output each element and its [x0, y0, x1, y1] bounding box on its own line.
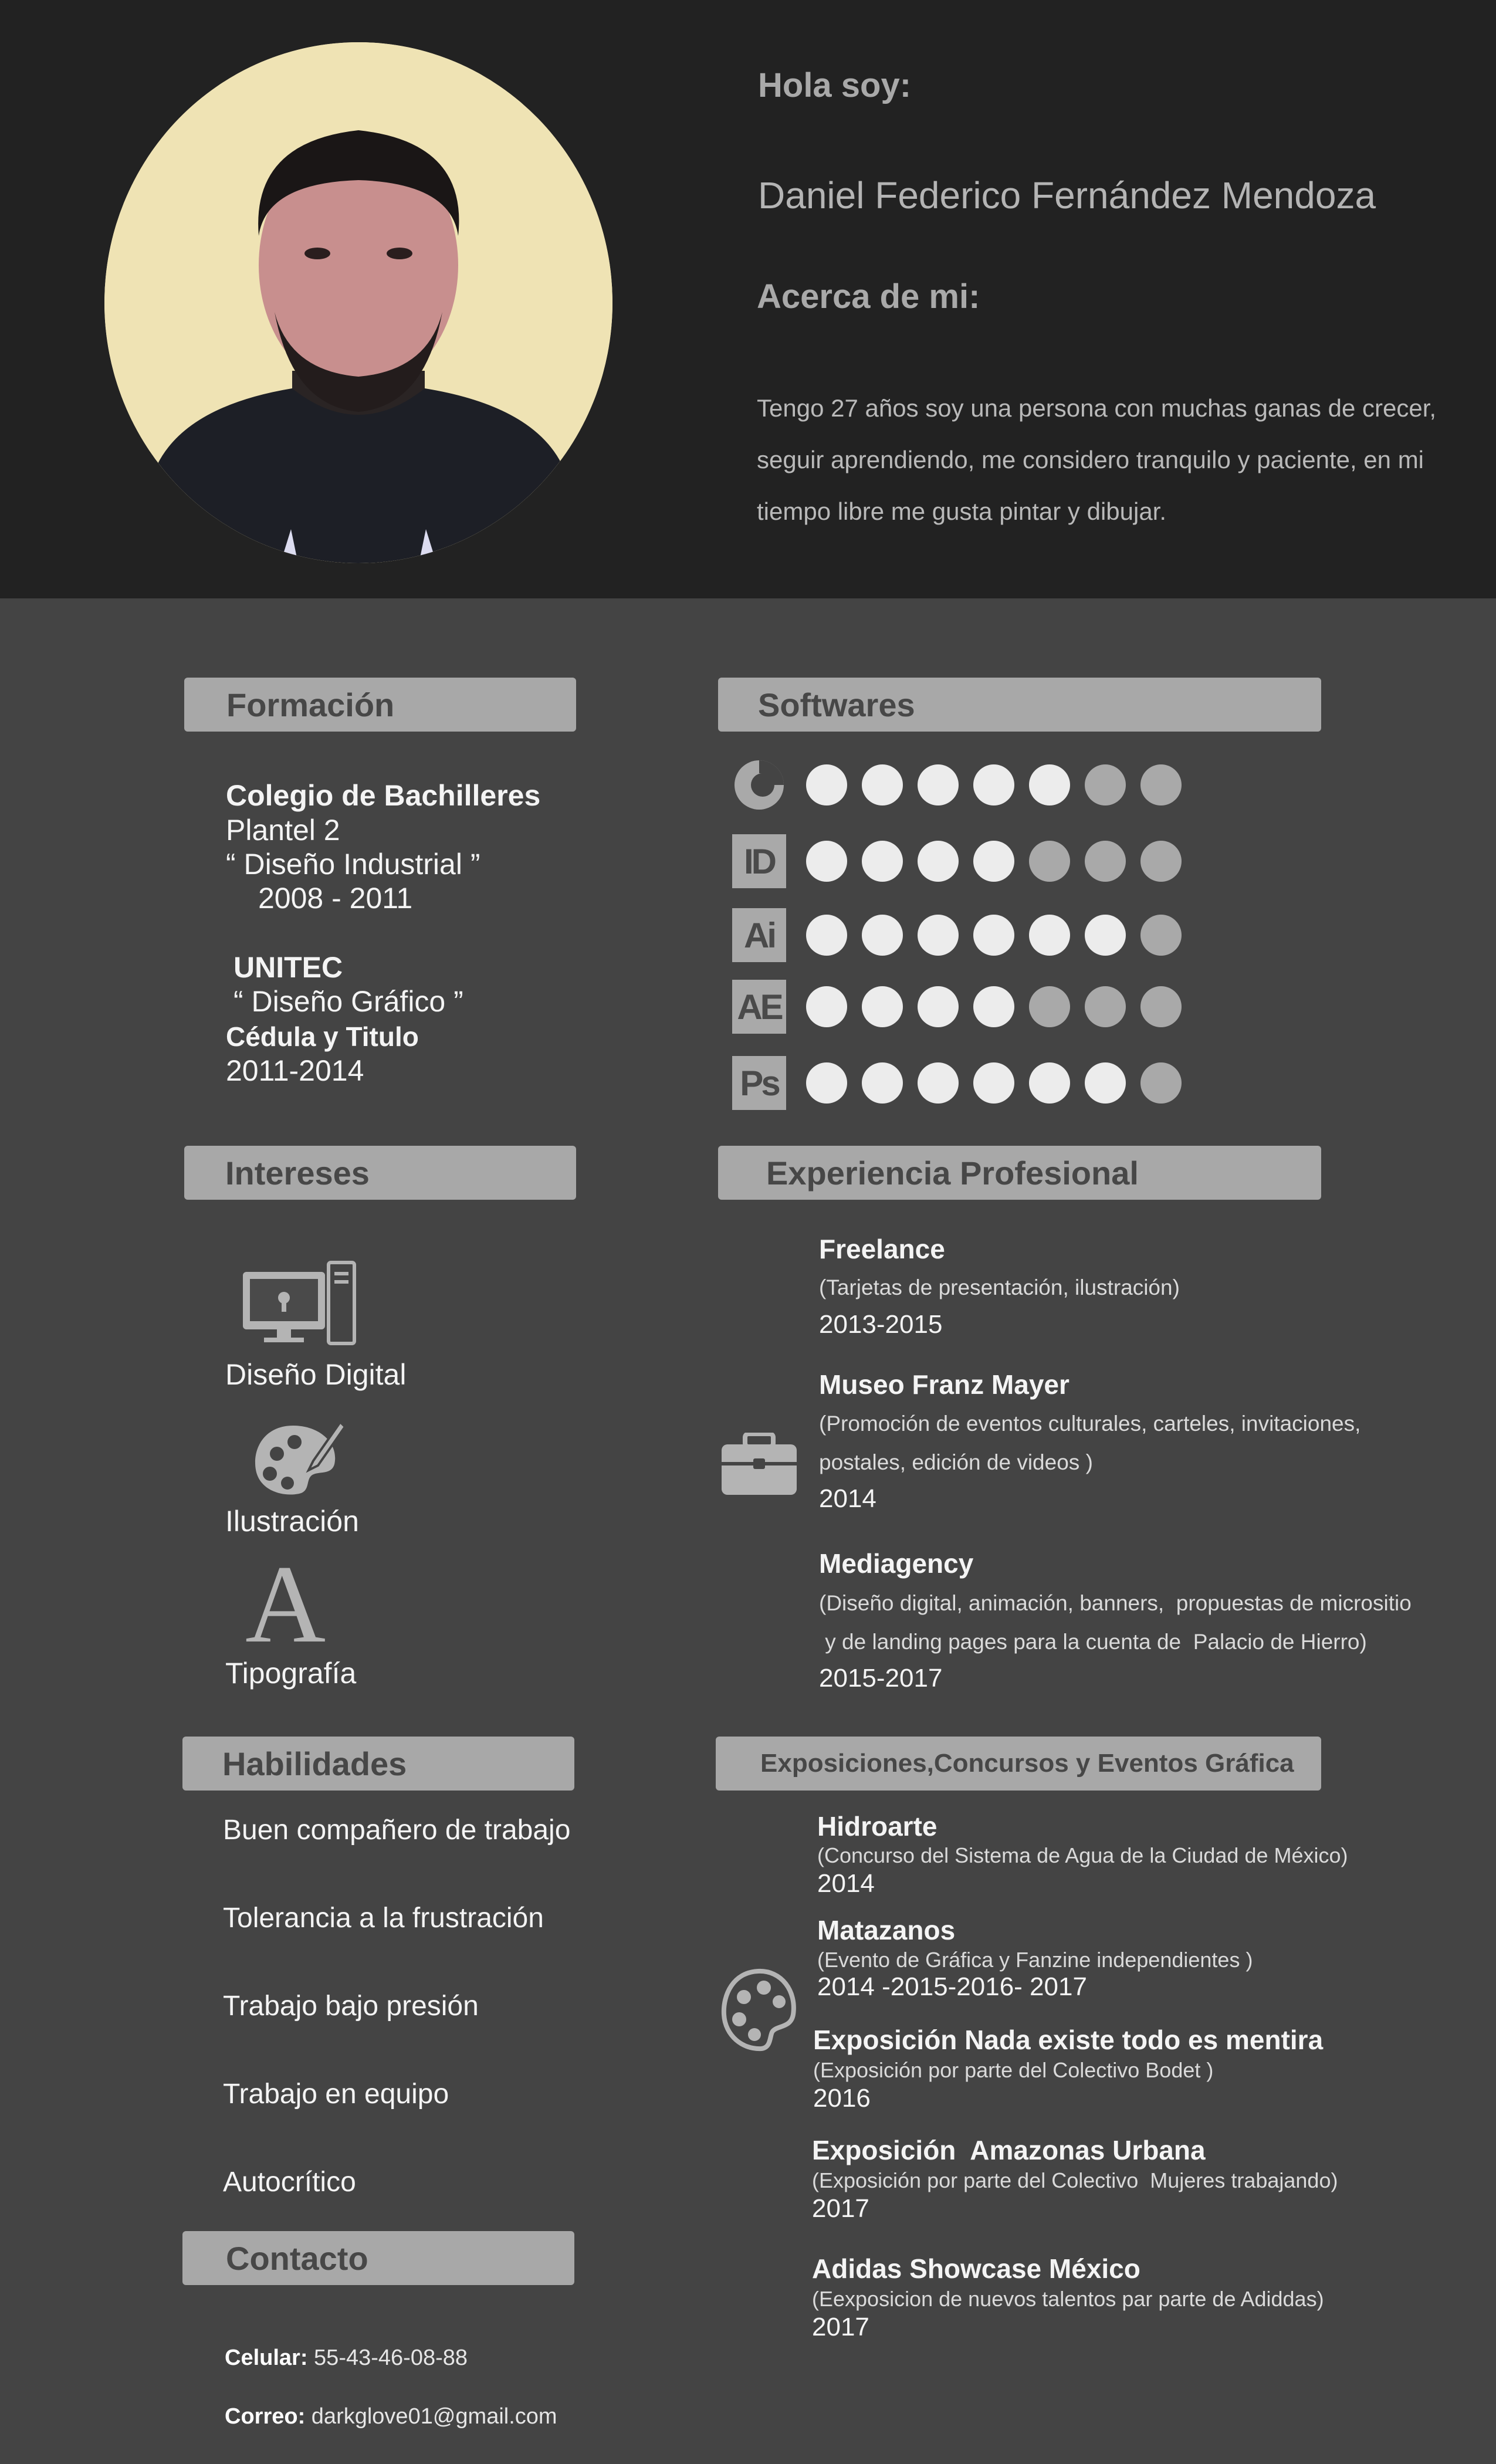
- expo-3-title: Exposición Nada existe todo es mentira: [813, 2025, 1324, 2055]
- software-row: [732, 908, 1196, 962]
- job-3-years: 2015-2017: [819, 1664, 943, 1693]
- expo-3-desc: (Exposición por parte del Colectivo Bodet ): [813, 2058, 1214, 2082]
- school1-line2: Plantel 2: [226, 814, 340, 847]
- skill-level-dot: [1029, 764, 1070, 805]
- skill-level-dot: [1029, 986, 1070, 1027]
- expo-2-years: 2014 -2015-2016- 2017: [817, 1972, 1087, 2001]
- section-contacto-title: Contacto: [182, 2231, 574, 2285]
- phone-label: Celular:: [225, 2345, 308, 2370]
- palette-icon: [252, 1420, 346, 1505]
- skill-level-dot: [862, 915, 903, 956]
- computer-icon: [241, 1260, 358, 1350]
- skill-level-dot: [973, 1062, 1014, 1104]
- skill-level-dot: [1085, 841, 1126, 882]
- section-experiencia-title: Experiencia Profesional: [718, 1146, 1321, 1200]
- photoshop-icon: [732, 1056, 786, 1110]
- skill-level-dot: [806, 986, 847, 1027]
- skill-level-dot: [918, 915, 959, 956]
- skill-level-dot: [1029, 1062, 1070, 1104]
- school2-name: UNITEC: [233, 951, 343, 984]
- skill-level-dot: [806, 841, 847, 882]
- after-effects-icon: [732, 980, 786, 1034]
- expo-1-title: Hidroarte: [817, 1811, 937, 1842]
- job-3-title: Mediagency: [819, 1548, 974, 1579]
- job-2-title: Museo Franz Mayer: [819, 1369, 1069, 1400]
- briefcase-icon: [720, 1433, 798, 1499]
- about-label: Acerca de mi:: [757, 277, 980, 316]
- interest-ilustracion-label: Ilustración: [225, 1505, 359, 1538]
- skill-level-dot: [1029, 915, 1070, 956]
- contact-phone: [225, 2345, 468, 2371]
- contact-email: [225, 2404, 557, 2429]
- software-row: [732, 1056, 1196, 1110]
- person-name: Daniel Federico Fernández Mendoza: [758, 174, 1376, 216]
- software-icon-label: ID: [744, 841, 774, 881]
- section-exposiciones-title: Exposiciones,Concursos y Eventos Gráfica: [716, 1737, 1321, 1791]
- indesign-icon: [732, 834, 786, 888]
- about-text: Tengo 27 años soy una persona con muchas ganas de crecer, seguir aprendiendo, me considero tranquilo y paciente, en mi tiempo libre me gusta pintar y dibujar.: [757, 394, 1437, 525]
- software-icon-label: AE: [737, 987, 781, 1027]
- software-icon-label: Ai: [744, 915, 774, 955]
- interest-tipografia-label: Tipografía: [225, 1657, 357, 1690]
- interest-digital-label: Diseño Digital: [225, 1358, 407, 1391]
- school2-years: 2011-2014: [226, 1054, 364, 1087]
- software-icon-label: Ps: [740, 1063, 779, 1103]
- phone-value[interactable]: 55-43-46-08-88: [314, 2345, 468, 2370]
- software-row: [732, 834, 1196, 888]
- skill-level-dot: [806, 1062, 847, 1104]
- expo-5-years: 2017: [812, 2313, 869, 2341]
- job-1-desc: (Tarjetas de presentación, ilustración): [819, 1275, 1180, 1299]
- email-label: Correo:: [225, 2404, 306, 2429]
- expo-5-title: Adidas Showcase México: [812, 2253, 1140, 2284]
- skill-level-dot: [1085, 986, 1126, 1027]
- palette-outline-icon: [720, 1968, 797, 2056]
- job-3-desc-cont: y de landing pages para la cuenta de Palacio de Hierro): [819, 1630, 1367, 1654]
- software-row: [732, 758, 1196, 812]
- skill-1: Buen compañero de trabajo: [223, 1815, 571, 1846]
- section-habilidades-title: Habilidades: [182, 1737, 574, 1791]
- expo-4-title: Exposición Amazonas Urbana: [812, 2135, 1206, 2165]
- skill-level-dot: [918, 986, 959, 1027]
- email-value[interactable]: darkglove01@gmail.com: [311, 2404, 557, 2429]
- expo-5-desc: (Eexposicion de nuevos talentos par parte de Adiddas): [812, 2287, 1324, 2311]
- illustrator-icon: [732, 908, 786, 962]
- skill-level-dot: [1085, 915, 1126, 956]
- skill-level-dot: [1140, 986, 1182, 1027]
- skill-level-dot: [973, 915, 1014, 956]
- skill-level-dot: [1140, 841, 1182, 882]
- skill-level-dot: [918, 1062, 959, 1104]
- skill-5: Autocrítico: [223, 2167, 356, 2198]
- expo-2-desc: (Evento de Gráfica y Fanzine independientes ): [817, 1948, 1253, 1972]
- profile-photo: [104, 42, 612, 563]
- skill-level-dot: [862, 841, 903, 882]
- expo-1-years: 2014: [817, 1869, 875, 1898]
- expo-4-desc: (Exposición por parte del Colectivo Mujeres trabajando): [812, 2168, 1338, 2192]
- school2-line3: Cédula y Titulo: [226, 1021, 419, 1052]
- skill-level-dot: [1140, 1062, 1182, 1104]
- skill-level-dot: [1029, 841, 1070, 882]
- section-intereses-title: Intereses: [184, 1146, 576, 1200]
- skill-level-dot: [862, 986, 903, 1027]
- job-3-desc: (Diseño digital, animación, banners, propuestas de micrositio: [819, 1591, 1412, 1615]
- skill-level-dot: [1085, 764, 1126, 805]
- skill-level-dot: [973, 986, 1014, 1027]
- school1-years: 2008 - 2011: [258, 882, 413, 915]
- software-row: [732, 980, 1196, 1034]
- skill-4: Trabajo en equipo: [223, 2079, 449, 2110]
- greeting-label: Hola soy:: [758, 66, 912, 104]
- school1-name: Colegio de Bachilleres: [226, 779, 541, 812]
- skill-level-dot: [918, 841, 959, 882]
- skill-level-dot: [1140, 915, 1182, 956]
- job-2-desc: (Promoción de eventos culturales, carteles, invitaciones,: [819, 1412, 1361, 1436]
- skill-level-dot: [1085, 1062, 1126, 1104]
- section-softwares-title: Softwares: [718, 678, 1321, 732]
- skill-level-dot: [973, 764, 1014, 805]
- expo-4-years: 2017: [812, 2194, 869, 2223]
- cinema4d-icon: [732, 758, 786, 812]
- skill-level-dot: [973, 841, 1014, 882]
- expo-1-desc: (Concurso del Sistema de Agua de la Ciudad de México): [817, 1843, 1348, 1867]
- job-2-desc-cont: postales, edición de videos ): [819, 1450, 1093, 1474]
- skill-level-dot: [918, 764, 959, 805]
- job-1-title: Freelance: [819, 1234, 945, 1264]
- skill-level-dot: [1140, 764, 1182, 805]
- skill-level-dot: [806, 915, 847, 956]
- school2-line2: “ Diseño Gráfico ”: [233, 985, 463, 1018]
- job-2-years: 2014: [819, 1484, 876, 1513]
- typography-icon: A: [245, 1543, 326, 1666]
- job-1-years: 2013-2015: [819, 1310, 943, 1339]
- school1-line3: “ Diseño Industrial ”: [226, 848, 480, 881]
- skill-3: Trabajo bajo presión: [223, 1991, 479, 2022]
- expo-2-title: Matazanos: [817, 1915, 956, 1945]
- skill-level-dot: [862, 1062, 903, 1104]
- skill-level-dot: [862, 764, 903, 805]
- skill-level-dot: [806, 764, 847, 805]
- skill-2: Tolerancia a la frustración: [223, 1903, 544, 1934]
- expo-3-years: 2016: [813, 2084, 871, 2113]
- section-formacion-title: Formación: [184, 678, 576, 732]
